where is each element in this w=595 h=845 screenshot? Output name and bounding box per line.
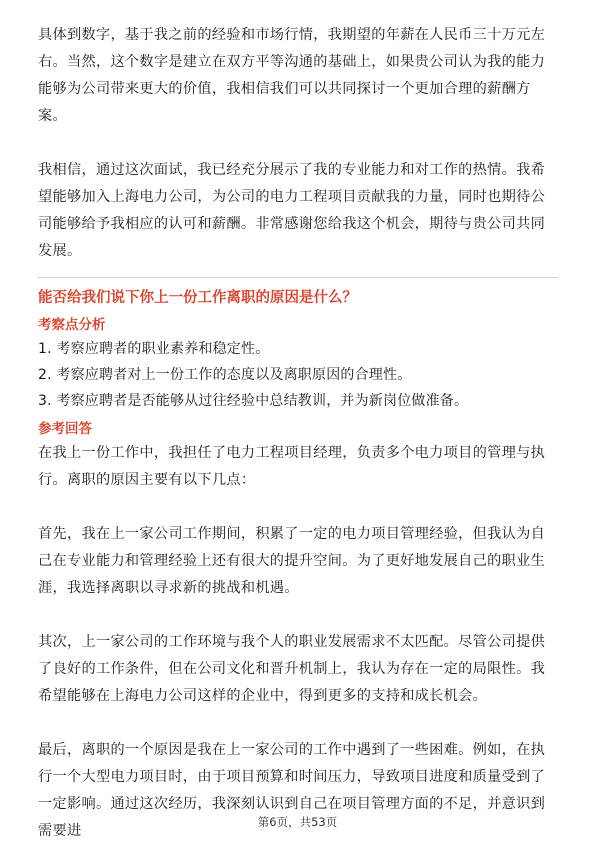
answer-title: 参考回答: [38, 421, 92, 437]
analysis-title: 考察点分析: [38, 317, 106, 333]
paragraph-gap: [38, 494, 558, 521]
page-number: 第6页，共53页: [257, 815, 338, 829]
answer-paragraph-3: 其次，上一家公司的工作环境与我个人的职业发展需求不太匹配。尽管公司提供了良好的工作条件，但在公司文化和晋升机制上，我认为存在一定的局限性。我希望能够在上海电力公司这样的企业中，得到更多的支持和成长机会。: [38, 634, 546, 704]
answer-paragraph-2: 首先，我在上一家公司工作期间，积累了一定的电力项目管理经验，但我认为自己在专业能力和管理经验上还有很大的提升空间。为了更好地发展自己的职业生涯，我选择离职以寻求新的挑战和机遇。: [38, 526, 546, 596]
analysis-item-1: 1. 考察应聘者的职业素养和稳定性。: [38, 341, 270, 357]
paragraph-gap: [38, 710, 558, 737]
answer-paragraph-1: 在我上一份工作中，我担任了电力工程项目经理，负责多个电力项目的管理与执行。离职的原因主要有以下几点：: [38, 445, 546, 488]
paragraph-gap: [38, 130, 558, 157]
salary-paragraph: 具体到数字，基于我之前的经验和市场行情，我期望的年薪在人民币三十万元左右。当然，这个数字是建立在双方平等沟通的基础上，如果贵公司认为我的能力能够为公司带来更大的价值，我相信我们可以共同探讨一个更加合理的薪酬方案。: [38, 27, 546, 124]
question-heading: 能否给我们说下你上一份工作离职的原因是什么？: [38, 290, 357, 306]
document-page: [38, 22, 558, 845]
section-divider: [38, 277, 558, 278]
analysis-item-2: 2. 考察应聘者对上一份工作的态度以及离职原因的合理性。: [38, 367, 412, 383]
paragraph-gap: [38, 602, 558, 629]
closing-paragraph: 我相信，通过这次面试，我已经充分展示了我的专业能力和对工作的热情。我希望能够加入上海电力公司，为公司的电力工程项目贡献我的力量，同时也期待公司能够给予我相应的认可和薪酬。非常感谢您给我这个机会，期待与贵公司共同发展。: [38, 162, 546, 259]
answer-paragraph-4: 最后，离职的一个原因是我在上一家公司的工作中遇到了一些困难。例如，在执行一个大型电力项目时，由于项目预算和时间压力，导致项目进度和质量受到了一定影响。通过这次经历，我深刻认识到自己在项目管理方面的不足，并意识到需要进: [38, 742, 546, 839]
analysis-item-3: 3. 考察应聘者是否能够从过往经验中总结教训，并为新岗位做准备。: [38, 393, 469, 409]
